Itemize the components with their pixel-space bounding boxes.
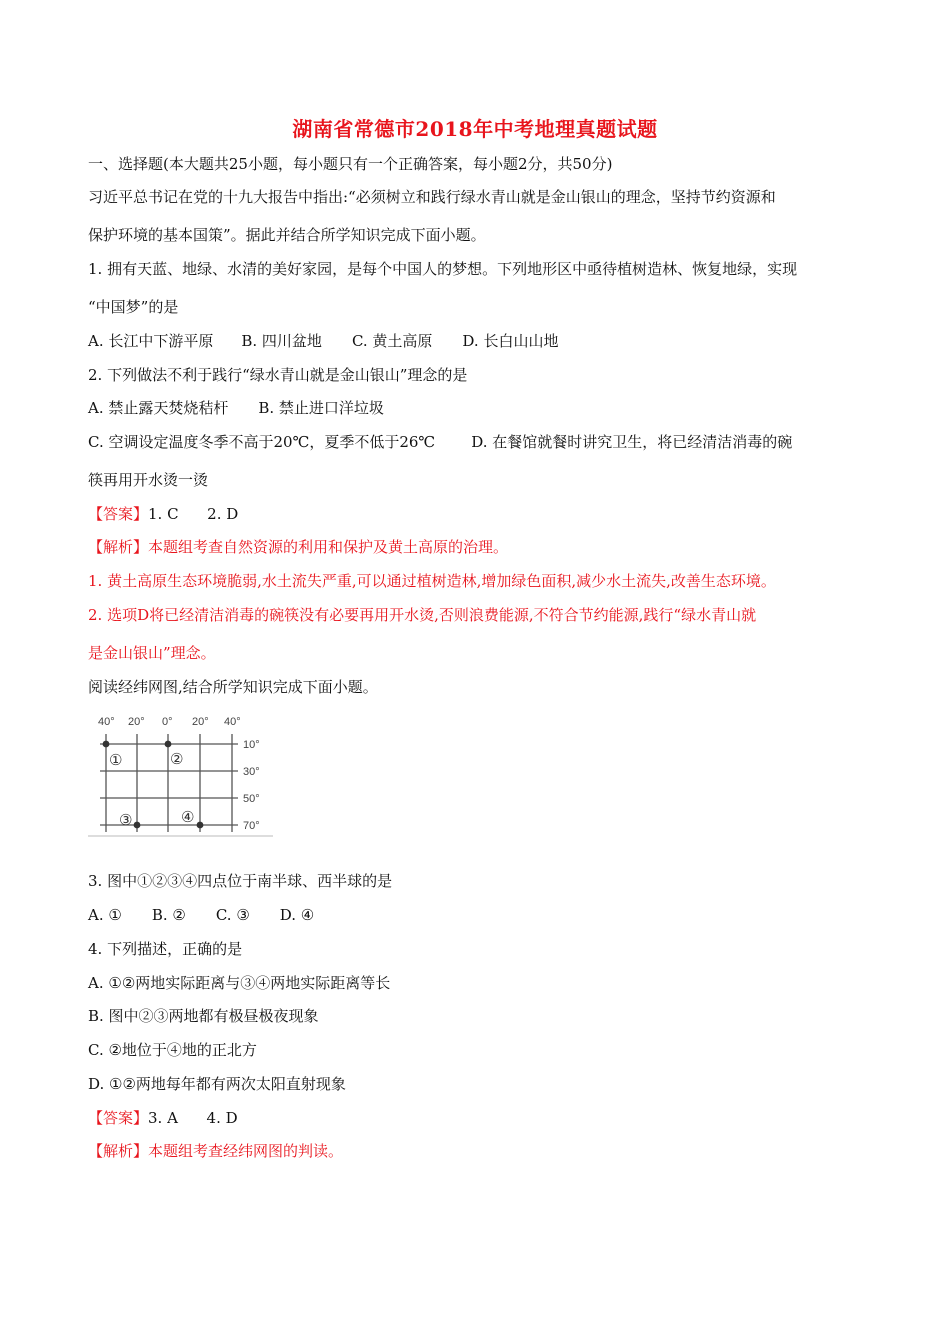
analysis-2-tag: 【解析】 xyxy=(88,1142,149,1160)
lat-label-30: 30° xyxy=(243,766,260,778)
q3-option-c: C. ③ xyxy=(215,906,250,924)
q3-option-b: B. ② xyxy=(151,906,186,924)
graticule-map xyxy=(88,712,273,838)
q2-option-d: D. 在餐馆就餐时讲究卫生，将已经清洁消毒的碗 xyxy=(471,433,793,451)
point-4-marker xyxy=(197,822,204,829)
analysis-2 xyxy=(88,1141,343,1161)
lon-label-0: 0° xyxy=(162,716,173,728)
q4-option-b: B. 图中②③两地都有极昼极夜现象 xyxy=(88,1007,319,1025)
intro-map: 阅读经纬网图,结合所学知识完成下面小题。 xyxy=(88,678,378,696)
q4-option-a: A. ①②两地实际距离与③④两地实际距离等长 xyxy=(88,974,391,992)
q2-option-a: A. 禁止露天焚烧秸杆 xyxy=(88,399,229,417)
analysis-1-point-2: 2. 选项D将已经清洁消毒的碗筷没有必要再用开水烫,否则浪费能源,不符合节约能源,践行“绿水青山就 xyxy=(88,606,757,624)
answer-2-tag: 【答案】 xyxy=(88,1109,149,1127)
q2-option-c: C. 空调设定温度冬季不高于20℃，夏季不低于26℃ xyxy=(88,433,436,451)
q3-option-a: A. ① xyxy=(88,906,122,924)
intro-line-1: 习近平总书记在党的十九大报告中指出:“必须树立和践行绿水青山就是金山银山的理念，坚持节约资源和 xyxy=(88,188,776,206)
lat-label-70: 70° xyxy=(243,820,260,832)
intro-line-2: 保护环境的基本国策”。据此并结合所学知识完成下面小题。 xyxy=(88,226,486,244)
lon-label-20w: 20° xyxy=(128,716,145,728)
question-2-options-cd xyxy=(88,432,792,452)
question-3: 3. 图中①②③④四点位于南半球、西半球的是 xyxy=(88,872,393,890)
point-4-label: ④ xyxy=(181,808,195,826)
analysis-1 xyxy=(88,537,508,557)
q1-option-c: C. 黄土高原 xyxy=(351,332,433,350)
question-2-options-ab xyxy=(88,398,384,418)
question-2-option-d-cont: 筷再用开水烫一烫 xyxy=(88,471,209,489)
q1-option-a: A. 长江中下游平原 xyxy=(88,332,214,350)
point-3-label: ③ xyxy=(119,811,133,829)
point-2-marker xyxy=(165,741,172,748)
point-1-marker xyxy=(103,741,110,748)
q1-option-b: B. 四川盆地 xyxy=(241,332,322,350)
answer-2-text: 3. A 4. D xyxy=(148,1109,238,1127)
lon-label-40w: 40° xyxy=(98,716,115,728)
page-title: 湖南省常德市2018年中考地理真题试题 xyxy=(292,117,658,141)
analysis-1-point-2-cont: 是金山银山”理念。 xyxy=(88,644,216,662)
q3-option-d: D. ④ xyxy=(279,906,315,924)
question-1-line-2: “中国梦”的是 xyxy=(88,298,179,316)
q4-option-c: C. ②地位于④地的正北方 xyxy=(88,1041,257,1059)
answer-1-text: 1. C 2. D xyxy=(148,505,239,523)
lon-label-20e: 20° xyxy=(192,716,209,728)
q1-option-d: D. 长白山山地 xyxy=(462,332,559,350)
lat-label-10: 10° xyxy=(243,739,260,751)
question-3-options xyxy=(88,905,314,925)
answer-1 xyxy=(88,504,238,524)
question-1-line-1: 1. 拥有天蓝、地绿、水清的美好家园，是每个中国人的梦想。下列地形区中亟待植树造林、恢复地绿，实现 xyxy=(88,260,798,278)
point-3-marker xyxy=(134,822,141,829)
question-4: 4. 下列描述，正确的是 xyxy=(88,940,243,958)
analysis-1-text: 本题组考查自然资源的利用和保护及黄土高原的治理。 xyxy=(148,538,509,556)
analysis-1-tag: 【解析】 xyxy=(88,538,149,556)
analysis-2-text: 本题组考查经纬网图的判读。 xyxy=(148,1142,344,1160)
question-1-options xyxy=(88,331,558,351)
point-1-label: ① xyxy=(109,751,123,769)
question-2: 2. 下列做法不利于践行“绿水青山就是金山银山”理念的是 xyxy=(88,366,468,384)
answer-1-tag: 【答案】 xyxy=(88,505,149,523)
lat-label-50: 50° xyxy=(243,793,260,805)
q2-option-b: B. 禁止进口洋垃圾 xyxy=(258,399,384,417)
answer-2 xyxy=(88,1108,238,1128)
q4-option-d: D. ①②两地每年都有两次太阳直射现象 xyxy=(88,1075,346,1093)
lon-label-40e: 40° xyxy=(224,716,241,728)
analysis-1-point-1: 1. 黄土高原生态环境脆弱,水土流失严重,可以通过植树造林,增加绿色面积,减少水土流失,改善生态环境。 xyxy=(88,572,776,590)
section-heading: 一、选择题(本大题共25小题，每小题只有一个正确答案，每小题2分，共50分) xyxy=(88,155,613,173)
point-2-label: ② xyxy=(170,750,184,768)
